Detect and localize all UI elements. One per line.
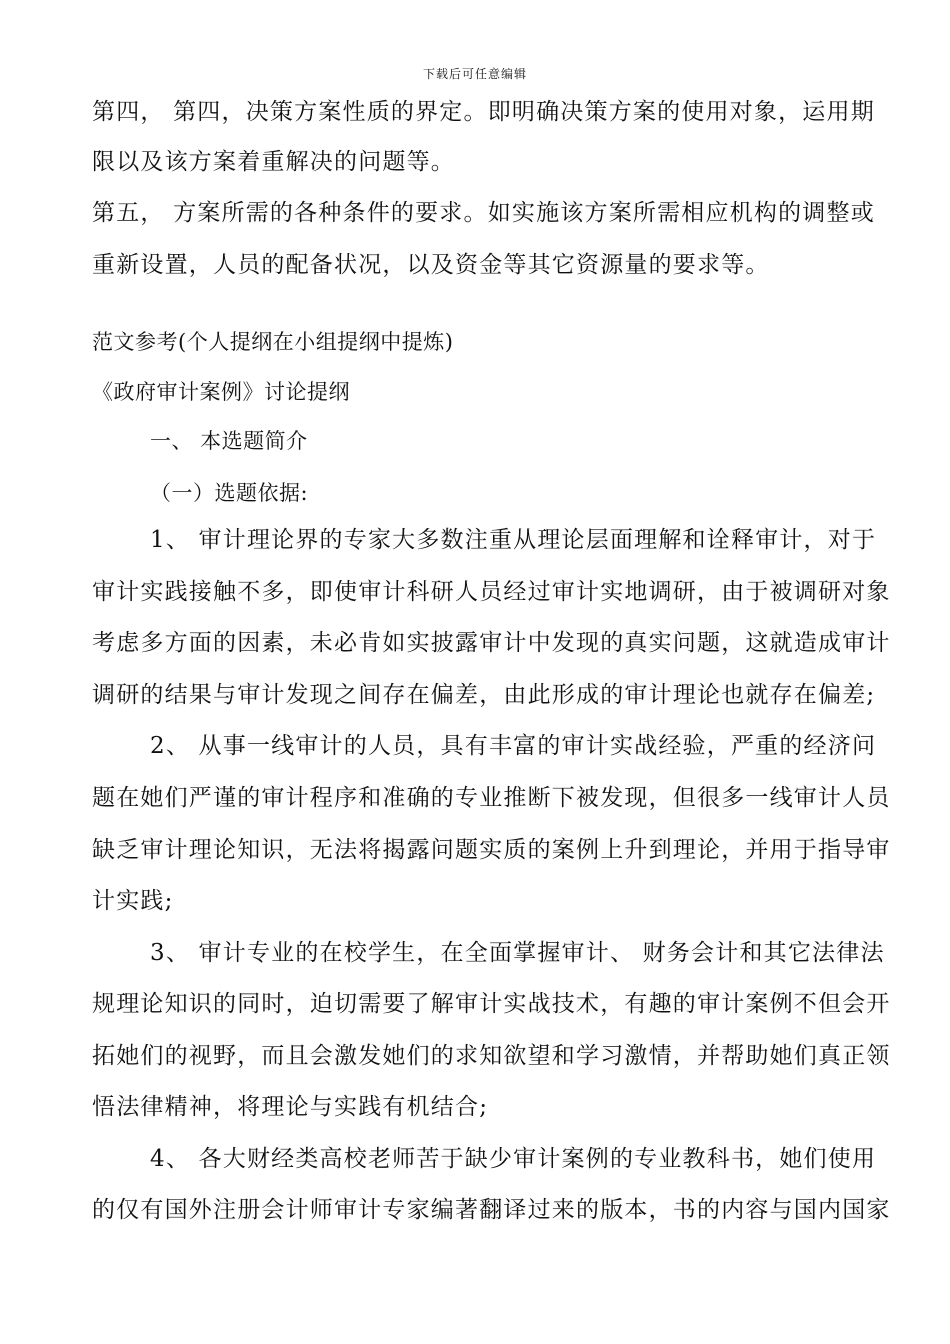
- list-item-line: 计实践;: [92, 888, 174, 914]
- reference-heading: 范文参考(个人提纲在小组提纲中提炼): [92, 330, 454, 354]
- list-item-line: 审计实践接触不多，即使审计科研人员经过审计实地调研，由于被调研对象: [92, 579, 891, 605]
- list-item-line: 规理论知识的同时，迫切需要了解审计实战技术，有趣的审计案例不但会开: [92, 991, 891, 1017]
- list-item-line: 4、 各大财经类高校老师苦于缺少审计案例的专业教科书，她们使用: [150, 1146, 877, 1172]
- subsection-heading: （一）选题依据:: [150, 481, 309, 505]
- list-item-line: 3、 审计专业的在校学生，在全面掌握审计、 财务会计和其它法律法: [150, 940, 885, 966]
- list-item-line: 缺乏审计理论知识，无法将揭露问题实质的案例上升到理论，并用于指导审: [92, 837, 891, 863]
- paragraph-line: 第五， 方案所需的各种条件的要求。如实施该方案所需相应机构的调整或: [92, 200, 875, 226]
- list-item-line: 的仅有国外注册会计师审计专家编著翻译过来的版本，书的内容与国内国家: [92, 1197, 891, 1223]
- list-item-line: 题在她们严谨的审计程序和准确的专业推断下被发现，但很多一线审计人员: [92, 785, 891, 811]
- paragraph-line: 限以及该方案着重解决的问题等。: [92, 149, 455, 175]
- paragraph-line: 第四， 第四，决策方案性质的界定。即明确决策方案的使用对象，运用期: [92, 99, 875, 125]
- section-heading: 一、 本选题简介: [150, 429, 308, 453]
- paragraph-line: 重新设置，人员的配备状况，以及资金等其它资源量的要求等。: [92, 252, 770, 278]
- document-title: 《政府审计案例》讨论提纲: [92, 380, 350, 404]
- list-item-line: 悟法律精神，将理论与实践有机结合;: [92, 1094, 489, 1120]
- list-item-line: 1、 审计理论界的专家大多数注重从理论层面理解和诠释审计，对于: [150, 527, 877, 553]
- list-item-line: 2、 从事一线审计的人员，具有丰富的审计实战经验，严重的经济问: [150, 733, 877, 759]
- list-item-line: 拓她们的视野，而且会激发她们的求知欲望和学习激情，并帮助她们真正领: [92, 1043, 891, 1069]
- list-item-line: 考虑多方面的因素，未必肯如实披露审计中发现的真实问题，这就造成审计: [92, 630, 891, 656]
- page-header: 下载后可任意编辑: [422, 67, 527, 81]
- list-item-line: 调研的结果与审计发现之间存在偏差，由此形成的审计理论也就存在偏差;: [92, 682, 876, 708]
